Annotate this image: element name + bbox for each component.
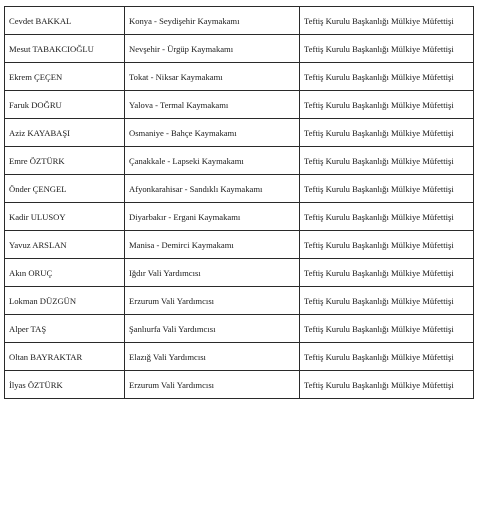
appointments-table-body <box>5 7 474 399</box>
new-post-cell: Teftiş Kurulu Başkanlığı Mülkiye Müfettişi <box>300 91 474 119</box>
new-post-cell: Teftiş Kurulu Başkanlığı Mülkiye Müfettişi <box>300 315 474 343</box>
name-cell: Akın ORUÇ <box>5 259 125 287</box>
new-post-cell: Teftiş Kurulu Başkanlığı Mülkiye Müfettişi <box>300 175 474 203</box>
table-row <box>5 35 474 63</box>
current-post-cell: Konya - Seydişehir Kaymakamı <box>125 7 300 35</box>
name-cell: Cevdet BAKKAL <box>5 7 125 35</box>
table-row <box>5 175 474 203</box>
appointments-table <box>4 6 474 399</box>
name-cell: Önder ÇENGEL <box>5 175 125 203</box>
table-row <box>5 91 474 119</box>
name-cell: Emre ÖZTÜRK <box>5 147 125 175</box>
table-row <box>5 231 474 259</box>
name-cell: Alper TAŞ <box>5 315 125 343</box>
current-post-cell: Manisa - Demirci Kaymakamı <box>125 231 300 259</box>
table-row <box>5 315 474 343</box>
current-post-cell: Erzurum Vali Yardımcısı <box>125 371 300 399</box>
table-row <box>5 147 474 175</box>
new-post-cell: Teftiş Kurulu Başkanlığı Mülkiye Müfettişi <box>300 7 474 35</box>
new-post-cell: Teftiş Kurulu Başkanlığı Mülkiye Müfettişi <box>300 119 474 147</box>
name-cell: Yavuz ARSLAN <box>5 231 125 259</box>
table-row <box>5 287 474 315</box>
new-post-cell: Teftiş Kurulu Başkanlığı Mülkiye Müfettişi <box>300 371 474 399</box>
new-post-cell: Teftiş Kurulu Başkanlığı Mülkiye Müfettişi <box>300 343 474 371</box>
new-post-cell: Teftiş Kurulu Başkanlığı Mülkiye Müfettişi <box>300 231 474 259</box>
new-post-cell: Teftiş Kurulu Başkanlığı Mülkiye Müfettişi <box>300 147 474 175</box>
table-row <box>5 371 474 399</box>
table-row <box>5 119 474 147</box>
name-cell: Mesut TABAKCIOĞLU <box>5 35 125 63</box>
current-post-cell: Elazığ Vali Yardımcısı <box>125 343 300 371</box>
name-cell: Lokman DÜZGÜN <box>5 287 125 315</box>
new-post-cell: Teftiş Kurulu Başkanlığı Mülkiye Müfettişi <box>300 35 474 63</box>
new-post-cell: Teftiş Kurulu Başkanlığı Mülkiye Müfettişi <box>300 203 474 231</box>
name-cell: Kadir ULUSOY <box>5 203 125 231</box>
name-cell: Aziz KAYABAŞI <box>5 119 125 147</box>
current-post-cell: Yalova - Termal Kaymakamı <box>125 91 300 119</box>
table-row <box>5 259 474 287</box>
table-row <box>5 343 474 371</box>
name-cell: Oltan BAYRAKTAR <box>5 343 125 371</box>
current-post-cell: Diyarbakır - Ergani Kaymakamı <box>125 203 300 231</box>
table-row <box>5 63 474 91</box>
current-post-cell: Osmaniye - Bahçe Kaymakamı <box>125 119 300 147</box>
table-row <box>5 7 474 35</box>
name-cell: Ekrem ÇEÇEN <box>5 63 125 91</box>
current-post-cell: Şanlıurfa Vali Yardımcısı <box>125 315 300 343</box>
current-post-cell: Tokat - Niksar Kaymakamı <box>125 63 300 91</box>
current-post-cell: Afyonkarahisar - Sandıklı Kaymakamı <box>125 175 300 203</box>
new-post-cell: Teftiş Kurulu Başkanlığı Mülkiye Müfettişi <box>300 259 474 287</box>
new-post-cell: Teftiş Kurulu Başkanlığı Mülkiye Müfettişi <box>300 287 474 315</box>
name-cell: İlyas ÖZTÜRK <box>5 371 125 399</box>
name-cell: Faruk DOĞRU <box>5 91 125 119</box>
current-post-cell: Erzurum Vali Yardımcısı <box>125 287 300 315</box>
current-post-cell: Nevşehir - Ürgüp Kaymakamı <box>125 35 300 63</box>
current-post-cell: Çanakkale - Lapseki Kaymakamı <box>125 147 300 175</box>
new-post-cell: Teftiş Kurulu Başkanlığı Mülkiye Müfettişi <box>300 63 474 91</box>
current-post-cell: Iğdır Vali Yardımcısı <box>125 259 300 287</box>
table-row <box>5 203 474 231</box>
